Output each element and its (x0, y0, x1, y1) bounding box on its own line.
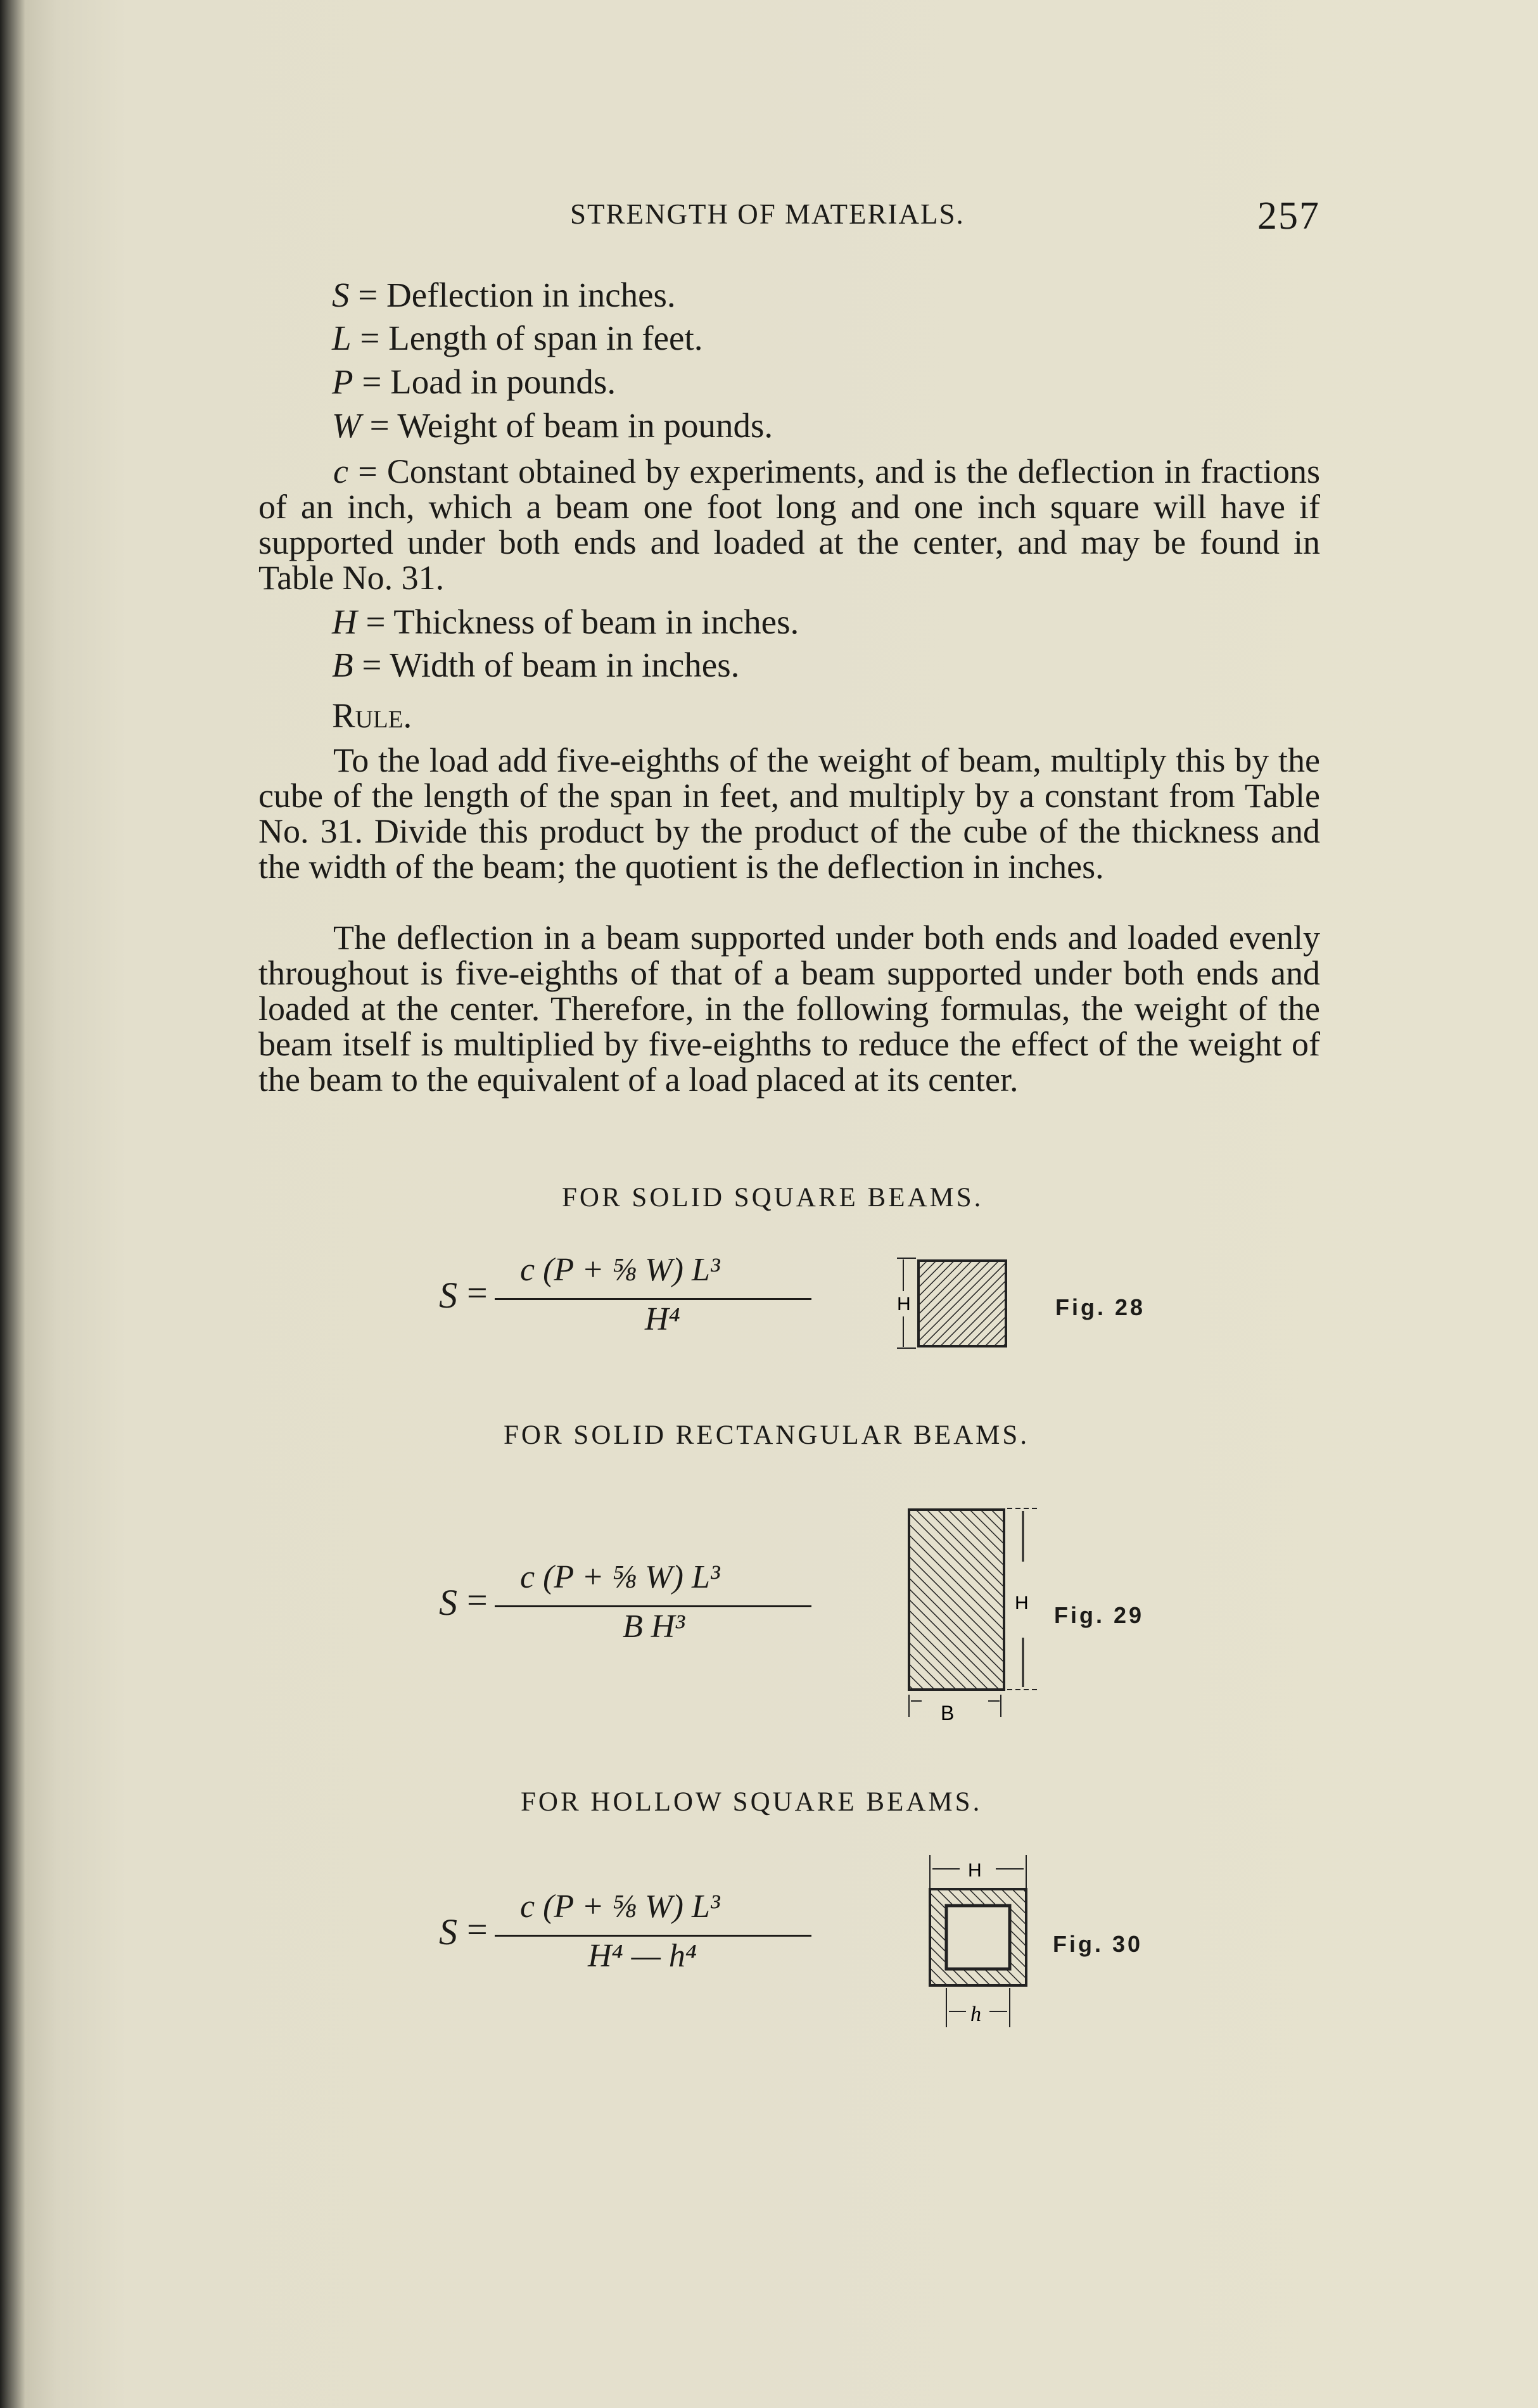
definition-symbol: H (332, 602, 357, 641)
definition-w (332, 405, 773, 446)
rule-heading: Rule. (332, 696, 412, 735)
formula-denominator: B H³ (623, 1609, 685, 1645)
dimension-label: H (897, 1294, 911, 1315)
fraction-bar (495, 1935, 811, 1937)
fraction-bar (495, 1298, 811, 1300)
formula-denominator: H⁴ (645, 1301, 680, 1337)
formula-solid-square (439, 1251, 819, 1340)
formula-lhs: S (439, 1275, 457, 1316)
definition-l (332, 318, 702, 359)
figure-28-diagram (880, 1253, 1020, 1354)
formula-equals: = (467, 1909, 488, 1950)
figure-29-label: Fig. 29 (1054, 1602, 1145, 1628)
formula-numerator: c (P + ⅝ W) L³ (520, 1252, 720, 1288)
formula-equals: = (467, 1272, 488, 1313)
rule-paragraph: To the load add five-eighths of the weight of beam, multiply this by the cube of the length of the span in feet, and multiply by a constant from Table No. 31. Divide this product by the product of the cube of the thickness and the width of the beam; the quotient is the deflection in inches. (258, 741, 1320, 886)
formula-solid-rectangular (439, 1558, 832, 1647)
formula-hollow-square (439, 1888, 832, 1977)
formula-numerator: c (P + ⅝ W) L³ (520, 1559, 720, 1595)
formula-numerator: c (P + ⅝ W) L³ (520, 1889, 720, 1925)
section-heading-solid-rectangular: FOR SOLID RECTANGULAR BEAMS. (504, 1420, 1030, 1450)
definition-symbol: P (332, 362, 353, 401)
definition-s (332, 275, 676, 315)
definition-b (332, 645, 739, 685)
dimension-label: H (1015, 1593, 1029, 1614)
definition-symbol: S (332, 276, 350, 314)
dimension-label: H (968, 1860, 982, 1881)
definition-symbol: W (332, 406, 361, 445)
constant-definition (258, 454, 1320, 596)
running-header: STRENGTH OF MATERIALS. (570, 198, 965, 230)
formula-denominator: H⁴ — h⁴ (588, 1938, 697, 1974)
formula-lhs: S (439, 1582, 457, 1623)
fraction-bar (495, 1605, 811, 1607)
formula-lhs: S (439, 1911, 457, 1953)
formula-equals: = (467, 1579, 488, 1621)
definition-symbol: c (333, 452, 348, 490)
definition-h (332, 602, 799, 642)
dimension-label: B (941, 1702, 955, 1724)
definition-text: = Load in pounds. (362, 362, 616, 401)
definition-symbol: B (332, 646, 353, 684)
figure-30-diagram (918, 1850, 1045, 2034)
figure-29-diagram (893, 1498, 1058, 1733)
dimension-label: h (970, 2003, 981, 2026)
page-number: 257 (1257, 194, 1320, 238)
definition-text: = Width of beam in inches. (362, 646, 740, 684)
definition-symbol: L (332, 319, 352, 357)
figure-30-label: Fig. 30 (1053, 1931, 1143, 1957)
definition-text: = Weight of beam in pounds. (369, 406, 773, 445)
definition-text: = Length of span in feet. (360, 319, 703, 357)
definition-text: = Constant obtained by experiments, and is the deflection in fractions of an inch, which a beam one foot long and one inch square will have if supported under both ends and loaded at the center, and may be found in Table No. 31. (258, 452, 1321, 597)
section-heading-solid-square: FOR SOLID SQUARE BEAMS. (562, 1183, 984, 1213)
definition-p (332, 362, 616, 402)
definition-text: = Deflection in inches. (358, 276, 676, 314)
figure-28-label: Fig. 28 (1055, 1294, 1146, 1320)
definition-text: = Thickness of beam in inches. (365, 602, 799, 641)
deflection-paragraph: The deflection in a beam supported under both ends and loaded evenly throughout is five-eighths of that of a beam supported under both ends and loaded at the center. Therefore, in the following formulas, the weight of the beam itself is multiplied by five-eighths to reduce the effect of the weight of the beam to the equivalent of a load placed at its center. (258, 919, 1320, 1099)
section-heading-hollow-square: FOR HOLLOW SQUARE BEAMS. (521, 1787, 982, 1817)
